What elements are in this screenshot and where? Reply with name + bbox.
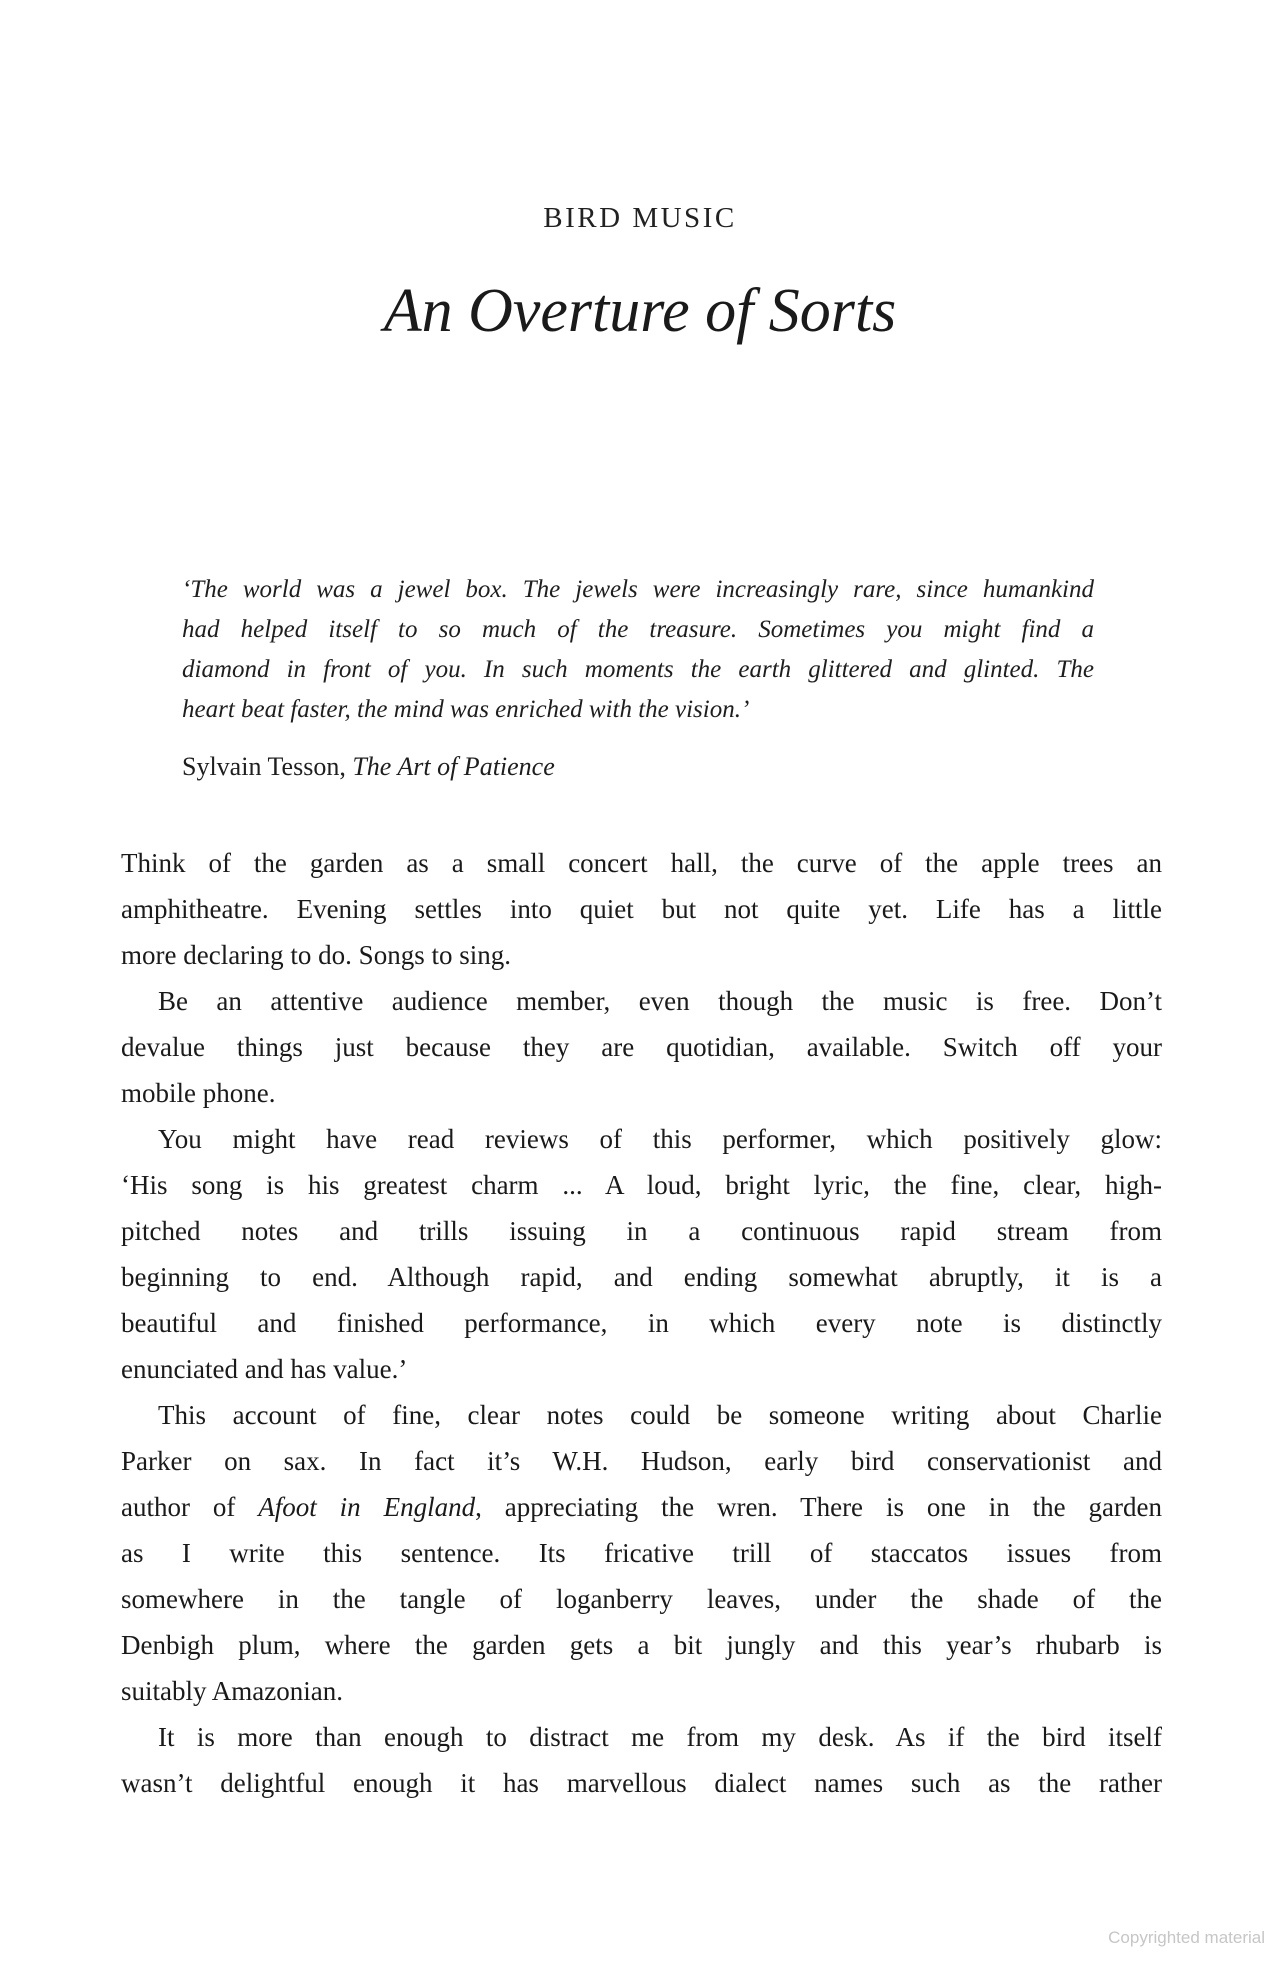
text-line: beautiful and finished performance, in which every note is distinctly [121,1308,1162,1338]
text-line: pitched notes and trills issuing in a continuous rapid stream from [121,1216,1162,1246]
text-line: enunciated and has value.’ [121,1354,408,1384]
text-line: Parker on sax. In fact it’s W.H. Hudson, early bird conservationist and [121,1446,1162,1476]
epigraph-line: had helped itself to so much of the treasure. Sometimes you might find a [182,616,1094,643]
text-line: wasn’t delightful enough it has marvellous dialect names such as the rather [121,1768,1162,1798]
text-line: suitably Amazonian. [121,1676,343,1706]
running-head: BIRD MUSIC [543,202,737,234]
text-line: devalue things just because they are quotidian, available. Switch off your [121,1032,1162,1062]
text-line: more declaring to do. Songs to sing. [121,940,511,970]
epigraph-line: ‘The world was a jewel box. The jewels were increasingly rare, since humankind [182,576,1094,603]
text-line: author of Afoot in England, appreciating the wren. There is one in the garden [121,1492,1162,1522]
epigraph-line: diamond in front of you. In such moments the earth glittered and glinted. The [182,656,1094,683]
text-line: amphitheatre. Evening settles into quiet but not quite yet. Life has a little [121,894,1162,924]
chapter-title: An Overture of Sorts [383,277,897,345]
text-line: You might have read reviews of this performer, which positively glow: [158,1124,1162,1154]
epigraph [182,570,1094,730]
text-line: Be an attentive audience member, even though the music is free. Don’t [158,986,1162,1016]
text-line: mobile phone. [121,1078,276,1108]
text-line: It is more than enough to distract me from my desk. As if the bird itself [158,1722,1162,1752]
text-line: Think of the garden as a small concert hall, the curve of the apple trees an [121,848,1162,878]
epigraph-attribution [182,752,555,782]
epigraph-line: heart beat faster, the mind was enriched with the vision.’ [182,696,750,723]
text-line: somewhere in the tangle of loganberry leaves, under the shade of the [121,1584,1162,1614]
attribution-work-title: The Art of Patience [352,752,555,781]
text-line: ‘His song is his greatest charm ... A loud, bright lyric, the fine, clear, high- [121,1170,1162,1200]
copyright-watermark: Copyrighted material [1108,1928,1265,1947]
text-line: Denbigh plum, where the garden gets a bit jungly and this year’s rhubarb is [121,1630,1162,1660]
text-line: beginning to end. Although rapid, and ending somewhat abruptly, it is a [121,1262,1162,1292]
attribution-author: Sylvain Tesson, [182,752,353,781]
body-text [121,840,1162,1806]
text-line: as I write this sentence. Its fricative trill of staccatos issues from [121,1538,1162,1568]
text-line: This account of fine, clear notes could be someone writing about Charlie [158,1400,1162,1430]
